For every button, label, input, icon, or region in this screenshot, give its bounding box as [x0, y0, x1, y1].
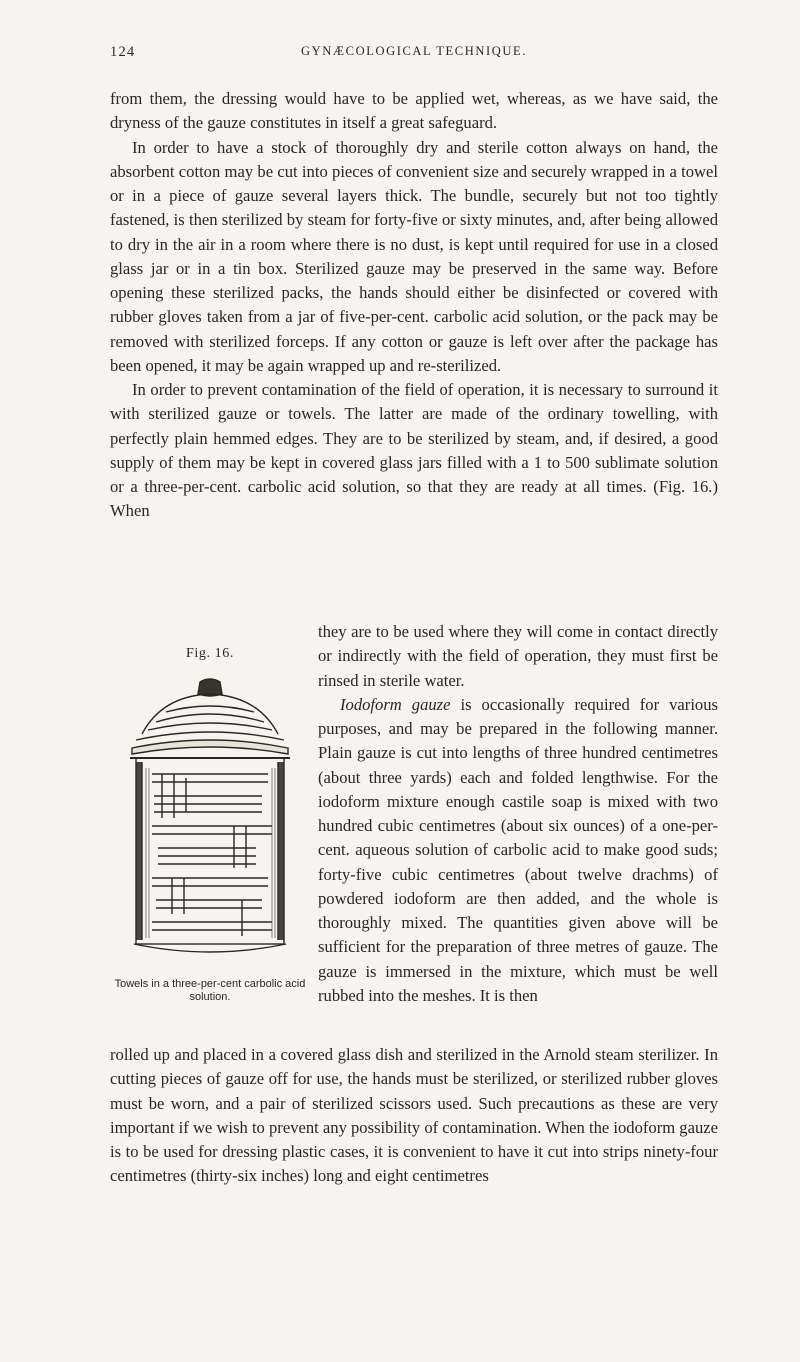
- figure-16: [110, 646, 310, 1016]
- body-text-beside-figure: [318, 620, 718, 1008]
- paragraph-iodoform: [318, 693, 718, 1008]
- body-text-bottom: [110, 1043, 718, 1189]
- page-header: [110, 44, 718, 68]
- iodoform-text: is occasionally required for various purposes, and may be prepared in the following manner. Plain gauze is cut into lengths of three hundred centimetres (about three yards) each and folded lengthwise. For the iodoform mixture enough castile soap is mixed with two hundred cubic centimetres (about six ounces) of a one-per-cent. aqueous solution of carbolic acid to make good suds; forty-five cubic centimetres (about twelve drachms) of powdered iodoform are then added, and the whole is thoroughly mixed. The quantities given above will be sufficient for the preparation of three metres of gauze. The gauze is immersed in the mixture, which must be well rubbed into the meshes. It is then: [318, 694, 718, 1005]
- figure-label: Fig. 16.: [186, 646, 234, 661]
- paragraph-sterilizer: rolled up and placed in a covered glass dish and sterilized in the Arnold steam sterilizer. In cutting pieces of gauze off for use, the hands must be sterilized, or sterilized rubber gloves must be worn, and a pair of sterilized scissors used. Such precautions as these are very important if we wish to prevent any possibility of contamination. When the iodoform gauze is to be used for dressing plastic cases, it is convenient to have it cut into strips ninety-four centimetres (thirty-six inches) long and eight centimetres: [110, 1045, 718, 1186]
- page-number: 124: [110, 44, 136, 60]
- paragraph-contamination: In order to prevent contamination of the field of operation, it is necessary to surround it with sterilized gauze or towels. The latter are made of the ordinary towelling, with perfectly plain hemmed edges. They are to be sterilized by steam, and, if desired, a good supply of them may be kept in covered glass jars filled with a 1 to 500 sublimate solution or a three-per-cent. carbolic acid solution, so that they are ready at all times. (Fig. 16.) When: [110, 380, 718, 521]
- paragraph-cotton-stock: In order to have a stock of thoroughly dry and sterile cotton always on hand, the absorbent cotton may be cut into pieces of convenient size and securely wrapped in a towel or in a piece of gauze several layers thick. The bundle, securely but not too tightly fastened, is then sterilized by steam for forty-five or sixty minutes, and, after being allowed to dry in the air in a room where there is no dust, is kept until required for use in a closed glass jar or in a tin box. Sterilized gauze may be preserved in the same way. Before opening these sterilized packs, the hands should either be disinfected or covered with rubber gloves taken from a jar of five-per-cent. carbolic acid solution, or the pack may be removed with sterilized forceps. If any cotton or gauze is left over after the package has been opened, it may be again wrapped up and re-sterilized.: [110, 137, 718, 375]
- running-head: GYNÆCOLOGICAL TECHNIQUE.: [301, 44, 527, 58]
- glass-jar-illustration: [122, 678, 298, 960]
- paragraph-rinse: they are to be used where they will come in contact directly or indirectly with the field of operation, they must first be rinsed in sterile water.: [318, 622, 718, 690]
- paragraph-continuation: from them, the dressing would have to be applied wet, whereas, as we have said, the dryness of the gauze constitutes in itself a great safeguard.: [110, 89, 718, 133]
- body-text-top: [110, 87, 718, 524]
- figure-caption: Towels in a three-per-cent carbolic acid solution.: [114, 978, 306, 1003]
- iodoform-lead: Iodoform gauze: [340, 694, 451, 714]
